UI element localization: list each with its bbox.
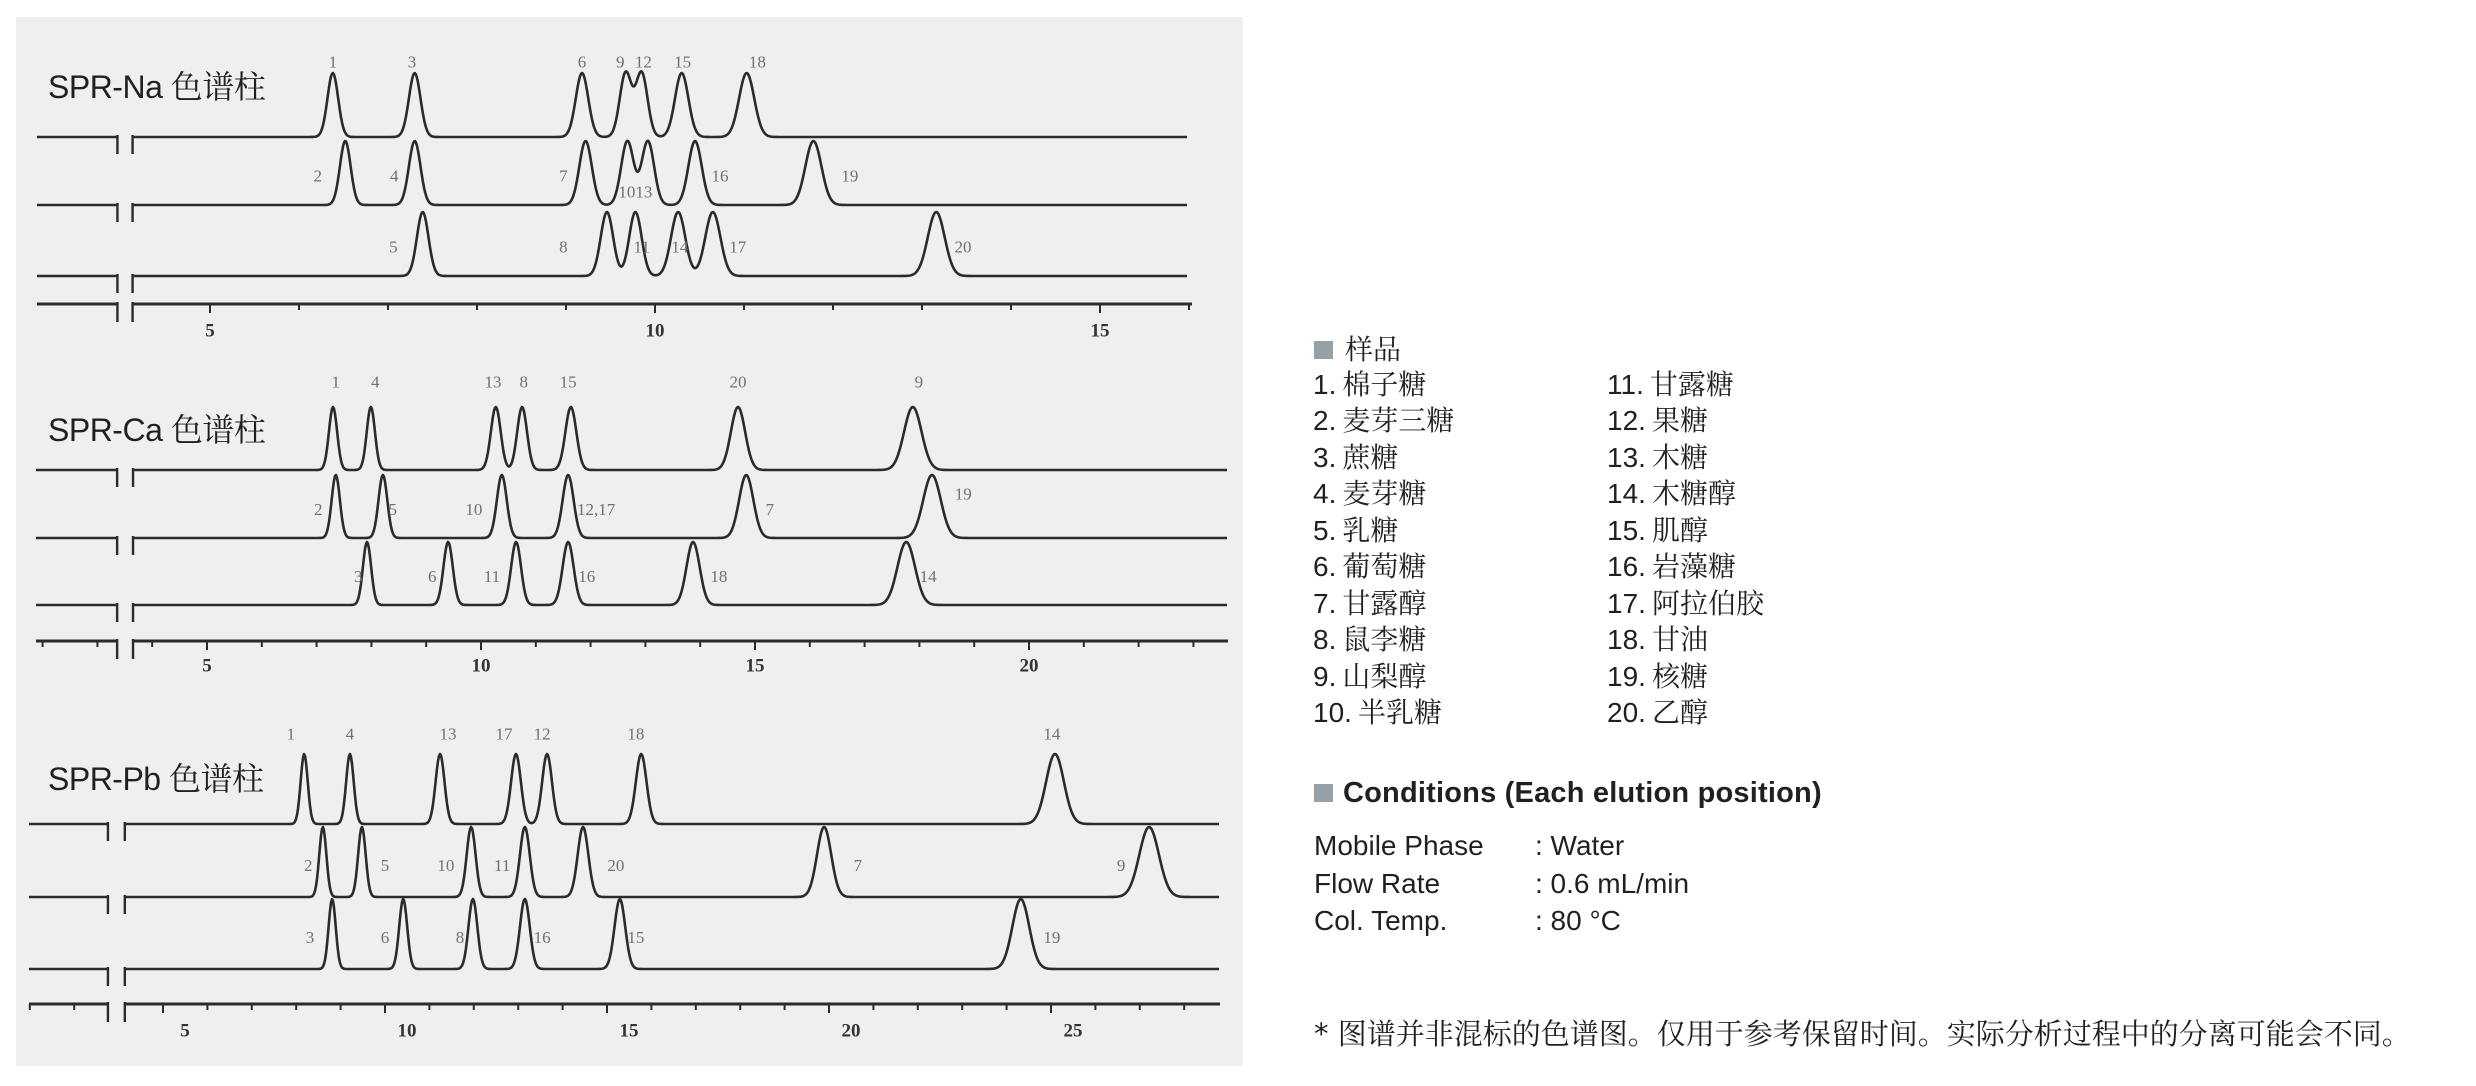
footnote: * 图谱并非混标的色谱图。仅用于参考保留时间。实际分析过程中的分离可能会不同。 [1314,1017,2411,1051]
peak-label: 11 [633,237,650,257]
sample-legend-title: 样品 [1345,333,1402,366]
sample-item [1313,586,1454,622]
peak-label: 11 [494,856,511,875]
sample-item [1607,403,1764,439]
axis-tick-label: 15 [619,1020,639,1042]
axis-tick-label: 25 [1063,1020,1083,1042]
peak-label: 9 [1116,856,1126,875]
sample-number: 18. [1607,624,1646,656]
sample-number: 2. [1313,405,1337,437]
sample-name: 木糖醇 [1651,478,1736,510]
sample-item [1313,367,1454,403]
sample-number: 8. [1313,624,1337,656]
peak-label: 1013 [618,182,653,202]
peak-label: 10 [465,500,483,520]
peak-label: 4 [389,166,399,186]
square-bullet-icon [1314,784,1333,802]
peak-label: 6 [427,567,437,587]
peak-label: 12,17 [576,500,616,520]
sample-number: 6. [1313,551,1337,583]
axis-tick-label: 15 [745,655,765,677]
sample-item [1607,367,1764,403]
sample-item [1607,586,1764,622]
peak-label: 3 [353,567,363,587]
peak-label: 20 [607,856,625,875]
sample-name: 棉子糖 [1342,369,1427,400]
sample-name: 蔗糖 [1342,441,1399,473]
peak-label: 4 [345,724,355,744]
conditions-title: Conditions (Each elution position) [1343,777,1822,809]
peak-label: 9 [616,52,625,72]
chromatogram-trace [36,542,1227,605]
sample-number: 9. [1313,660,1337,692]
sample-name: 甘露糖 [1649,369,1734,400]
peak-label: 2 [313,500,323,520]
peak-label: 18 [748,52,766,72]
sample-number: 14. [1607,478,1646,510]
condition-row-flow-rate [1314,865,1814,903]
peak-label: 5 [380,856,390,875]
peak-label: 2 [313,166,322,186]
axis-tick-label: 10 [471,655,491,677]
peak-label: 15 [559,372,577,392]
peak-label: 16 [711,166,729,186]
sample-name: 半乳糖 [1357,696,1442,728]
axis-tick-label: 10 [645,320,665,342]
sample-item [1313,659,1454,695]
sample-name: 核糖 [1651,660,1708,692]
peak-label: 8 [519,372,528,392]
sample-name: 麦芽糖 [1342,478,1427,510]
peak-label: 5 [389,237,398,257]
peak-label: 10 [437,856,455,875]
axis-tick-label: 5 [205,320,215,342]
peak-label: 8 [559,237,568,257]
sample-number: 4. [1313,478,1337,510]
peak-label: 18 [710,567,728,587]
sample-number: 5. [1313,514,1337,546]
sample-name: 麦芽三糖 [1342,405,1455,437]
peak-label: 1 [286,724,296,744]
peak-label: 15 [627,928,645,947]
sample-item [1607,659,1764,695]
peak-label: 14 [919,567,937,587]
sample-number: 12. [1607,405,1646,437]
sample-number: 16. [1607,551,1646,583]
sample-number: 1. [1313,369,1337,400]
peak-label: 19 [954,484,972,504]
peak-label: 6 [380,928,390,947]
peak-label: 8 [455,928,465,947]
sample-item [1313,476,1454,512]
peak-label: 12 [634,52,652,72]
sample-item [1313,440,1454,476]
sample-name: 阿拉伯胶 [1651,587,1764,619]
peak-label: 12 [533,724,551,744]
sample-item [1607,549,1764,585]
condition-value: : 80 °C [1535,905,1621,936]
sample-name: 乳糖 [1342,514,1399,546]
chart-title-spr-pb: SPR-Pb 色谱柱 [48,761,264,797]
sample-item [1313,403,1454,439]
sample-number: 11. [1607,369,1644,400]
peak-label: 14 [671,237,689,257]
chart-title-spr-na: SPR-Na 色谱柱 [48,69,266,105]
sample-item [1607,622,1764,658]
peak-label: 7 [765,500,775,520]
sample-item [1607,695,1764,731]
chart-title-spr-ca: SPR-Ca 色谱柱 [48,412,266,448]
sample-name: 鼠李糖 [1342,624,1427,656]
sample-legend-column-left [1313,367,1454,731]
chromatogram-trace [37,212,1187,276]
condition-row-col-temp [1314,902,1814,940]
sample-number: 15. [1607,514,1646,546]
axis-tick-label: 5 [180,1020,190,1042]
axis-tick-label: 20 [1019,655,1039,677]
sample-item [1313,549,1454,585]
sample-name: 乙醇 [1651,696,1708,728]
sample-item [1313,513,1454,549]
peak-label: 4 [370,372,380,392]
peak-label: 14 [1043,724,1061,744]
sample-name: 岩藻糖 [1651,551,1736,583]
chromatogram-trace [36,475,1227,538]
axis-tick-label: 5 [202,655,212,677]
peak-label: 19 [1043,928,1061,947]
sample-item [1607,513,1764,549]
peak-label: 9 [914,372,924,392]
peak-label: 6 [577,52,587,72]
chromatogram-trace [29,899,1219,969]
sample-number: 19. [1607,660,1646,692]
peak-label: 3 [305,928,315,947]
sample-number: 7. [1313,587,1337,619]
sample-name: 葡萄糖 [1342,551,1427,583]
axis-tick-label: 15 [1090,320,1110,342]
peak-label: 18 [627,724,645,744]
peak-label: 2 [303,856,313,875]
peak-label: 20 [954,237,972,257]
sample-name: 甘露醇 [1342,587,1427,619]
sample-number: 20. [1607,696,1646,728]
condition-label: Flow Rate [1314,867,1441,899]
peak-label: 7 [559,166,568,186]
peak-label: 13 [439,724,457,744]
sample-number: 10. [1313,696,1352,728]
sample-legend-list [1313,367,1913,737]
condition-row-mobile-phase [1314,827,1814,865]
sample-item [1313,695,1454,731]
chromatogram-trace [37,141,1187,205]
peak-label: 20 [729,372,747,392]
sample-name: 木糖 [1651,441,1708,473]
sample-name: 肌醇 [1651,514,1708,546]
sample-name: 甘油 [1651,624,1708,656]
peak-label: 11 [483,567,501,587]
peak-label: 16 [533,928,551,947]
peak-label: 17 [495,724,513,744]
peak-label: 3 [407,52,417,72]
sample-number: 17. [1607,587,1646,619]
sample-legend-column-right [1607,367,1764,731]
condition-label: Mobile Phase [1314,830,1484,861]
peak-label: 5 [388,500,398,520]
condition-label: Col. Temp. [1314,905,1448,936]
axis-tick-label: 10 [397,1020,417,1042]
sample-number: 3. [1313,441,1337,473]
sample-number: 13. [1607,441,1646,473]
axis-tick-label: 20 [841,1020,861,1042]
peak-label: 19 [841,166,859,186]
conditions-table [1314,827,1814,940]
sample-name: 山梨醇 [1342,660,1427,692]
sample-item [1607,440,1764,476]
peak-label: 15 [674,52,692,72]
peak-label: 13 [484,372,502,392]
peak-label: 1 [331,372,341,392]
square-bullet-icon [1314,341,1333,359]
sample-item [1607,476,1764,512]
peak-label: 7 [853,856,863,875]
sample-name: 果糖 [1651,405,1708,437]
condition-value: : 0.6 mL/min [1535,867,1690,899]
peak-label: 16 [578,567,596,587]
peak-label: 17 [729,237,747,257]
peak-label: 1 [328,52,338,72]
sample-item [1313,622,1454,658]
condition-value: : Water [1535,830,1625,861]
